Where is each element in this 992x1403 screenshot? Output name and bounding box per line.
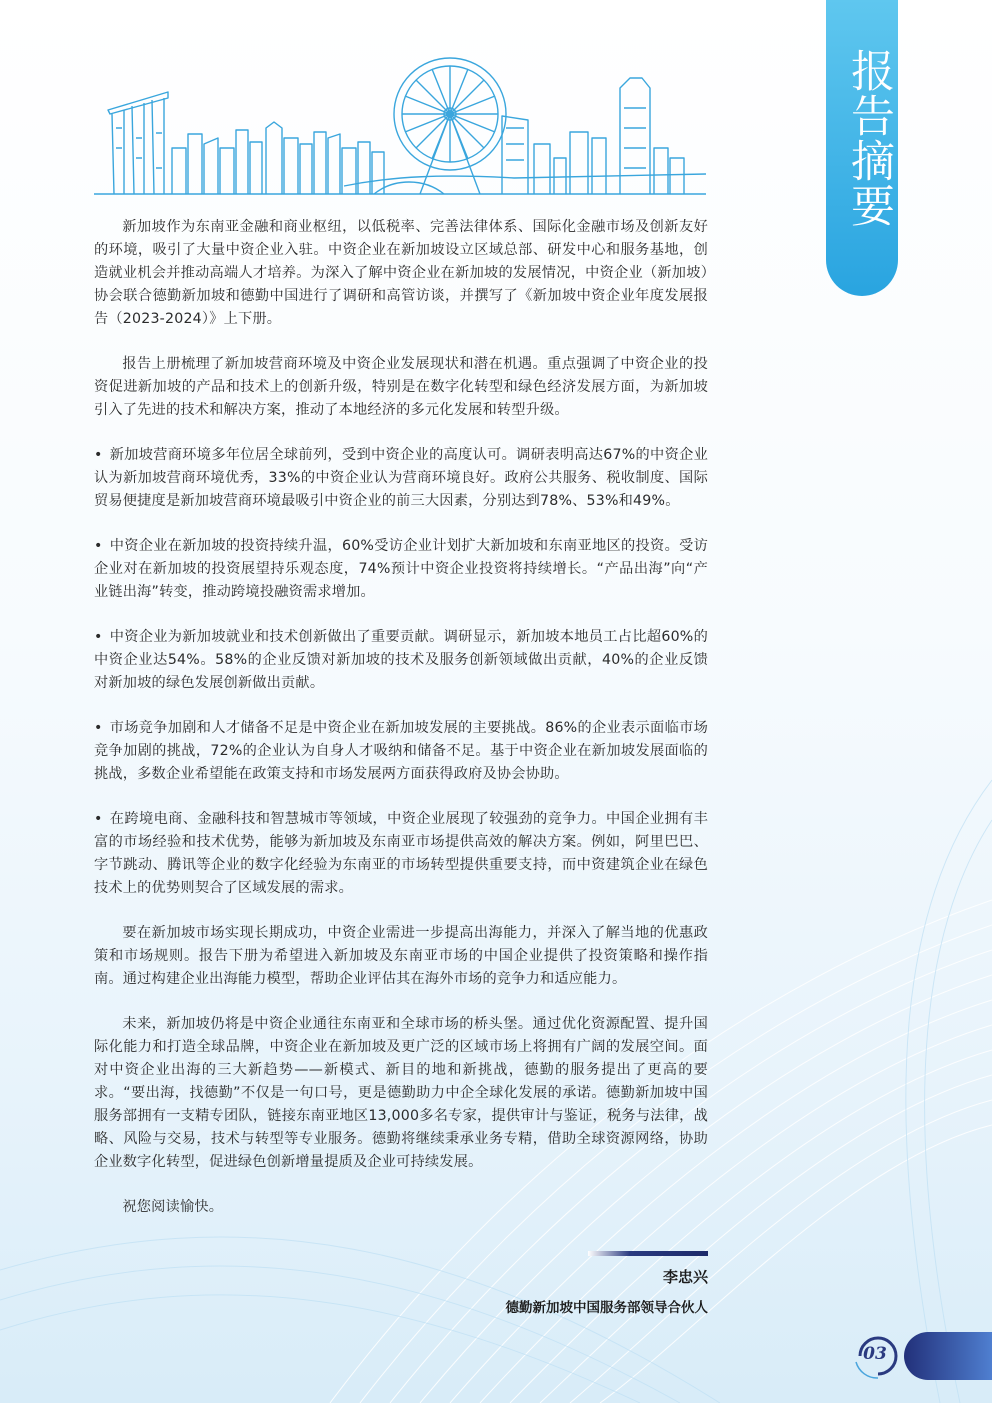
bullet-icon: • bbox=[94, 811, 103, 827]
body-paragraph: 祝您阅读愉快。 bbox=[122, 1199, 224, 1215]
bullet-text: 市场竞争加剧和人才储备不足是中资企业在新加坡发展的主要挑战。86%的企业表示面临市场竞争加剧的挑战，72%的企业认为自身人才吸纳和储备不足。基于中资企业在新加坡发展面临的挑战，多数企业希望能在政策支持和市场发展两方面获得政府及协会协助。 bbox=[94, 720, 708, 782]
bullet-text: 在跨境电商、金融科技和智慧城市等领域，中资企业展现了较强劲的竞争力。中国企业拥有丰富的市场经验和技术优势，能够为新加坡及东南亚市场提供高效的解决方案。例如，阿里巴巴、字节跳动、腾讯等企业的数字化经验为东南亚的市场转型提供重要支持，而中资建筑企业在绿色技术上的优势则契合了区域发展的需求。 bbox=[94, 811, 708, 896]
section-title: 报告摘要 bbox=[843, 48, 894, 228]
page-number: 03 bbox=[863, 1344, 887, 1364]
bullet-icon: • bbox=[94, 538, 103, 554]
bullet-paragraph bbox=[94, 535, 708, 604]
bullet-text: 新加坡营商环境多年位居全球前列，受到中资企业的高度认可。调研表明高达67%的中资企业认为新加坡营商环境优秀，33%的中资企业认为营商环境良好。政府公共服务、税收制度、国际贸易便捷度是新加坡营商环境最吸引中资企业的前三大因素，分别达到78%、53%和49%。 bbox=[94, 447, 708, 509]
body-paragraph: 要在新加坡市场实现长期成功，中资企业需进一步提高出海能力，并深入了解当地的优惠政策和市场规则。报告下册为希望进入新加坡及东南亚市场的中国企业提供了投资策略和操作指南。通过构建企业出海能力模型，帮助企业评估其在海外市场的竞争力和适应能力。 bbox=[94, 925, 708, 987]
signature-name: 李忠兴 bbox=[662, 1268, 708, 1286]
section-tab bbox=[826, 0, 898, 296]
singapore-skyline-illustration bbox=[94, 48, 706, 198]
signature-divider bbox=[588, 1251, 708, 1256]
body-paragraph: 新加坡作为东南亚金融和商业枢纽，以低税率、完善法律体系、国际化金融市场及创新友好的环境，吸引了大量中资企业入驻。中资企业在新加坡设立区域总部、研发中心和服务基地，创造就业机会并推动高端人才培养。为深入了解中资企业在新加坡的发展情况，中资企业（新加坡）协会联合德勤新加坡和德勤中国进行了调研和高管访谈，并撰写了《新加坡中资企业年度发展报告（2023-2024）》上下册。 bbox=[94, 219, 708, 327]
bullet-text: 中资企业为新加坡就业和技术创新做出了重要贡献。调研显示，新加坡本地员工占比超60%的中资企业达54%。58%的企业反馈对新加坡的技术及服务创新领域做出贡献，40%的企业反馈对新加坡的绿色发展创新做出贡献。 bbox=[94, 629, 708, 691]
bullet-paragraph bbox=[94, 717, 708, 786]
body-paragraph: 未来，新加坡仍将是中资企业通往东南亚和全球市场的桥头堡。通过优化资源配置、提升国际化能力和打造全球品牌，中资企业在新加坡及更广泛的区域市场上将拥有广阔的发展空间。面对中资企业出海的三大新趋势——新模式、新目的地和新挑战，德勤的服务提出了更高的要求。“要出海，找德勤”不仅是一句口号，更是德勤助力中企全球化发展的承诺。德勤新加坡中国服务部拥有一支精专团队，链接东南亚地区13,000多名专家，提供审计与鉴证，税务与法律，战略、风险与交易，技术与转型等专业服务。德勤将继续秉承业务专精，借助全球资源网络，协助企业数字化转型，促进绿色创新增量提质及企业可持续发展。 bbox=[94, 1016, 708, 1170]
body-paragraph: 报告上册梳理了新加坡营商环境及中资企业发展现状和潜在机遇。重点强调了中资企业的投资促进新加坡的产品和技术上的创新升级，特别是在数字化转型和绿色经济发展方面，为新加坡引入了先进的技术和解决方案，推动了本地经济的多元化发展和转型升级。 bbox=[94, 356, 708, 418]
bullet-paragraph bbox=[94, 808, 708, 900]
bullet-paragraph bbox=[94, 626, 708, 695]
bullet-paragraph bbox=[94, 444, 708, 513]
signature-title: 德勤新加坡中国服务部领导合伙人 bbox=[505, 1300, 708, 1316]
marina-bay-sands-icon bbox=[108, 92, 168, 114]
bullet-icon: • bbox=[94, 447, 103, 463]
bullet-text: 中资企业在新加坡的投资持续升温，60%受访企业计划扩大新加坡和东南亚地区的投资。受访企业对在新加坡的投资展望持乐观态度，74%预计中资企业投资将持续增长。“产品出海”向“产业链出海”转变，推动跨境投融资需求增加。 bbox=[94, 538, 708, 600]
bullet-icon: • bbox=[94, 720, 103, 736]
bullet-icon: • bbox=[94, 629, 103, 645]
report-summary-body bbox=[94, 216, 708, 1241]
